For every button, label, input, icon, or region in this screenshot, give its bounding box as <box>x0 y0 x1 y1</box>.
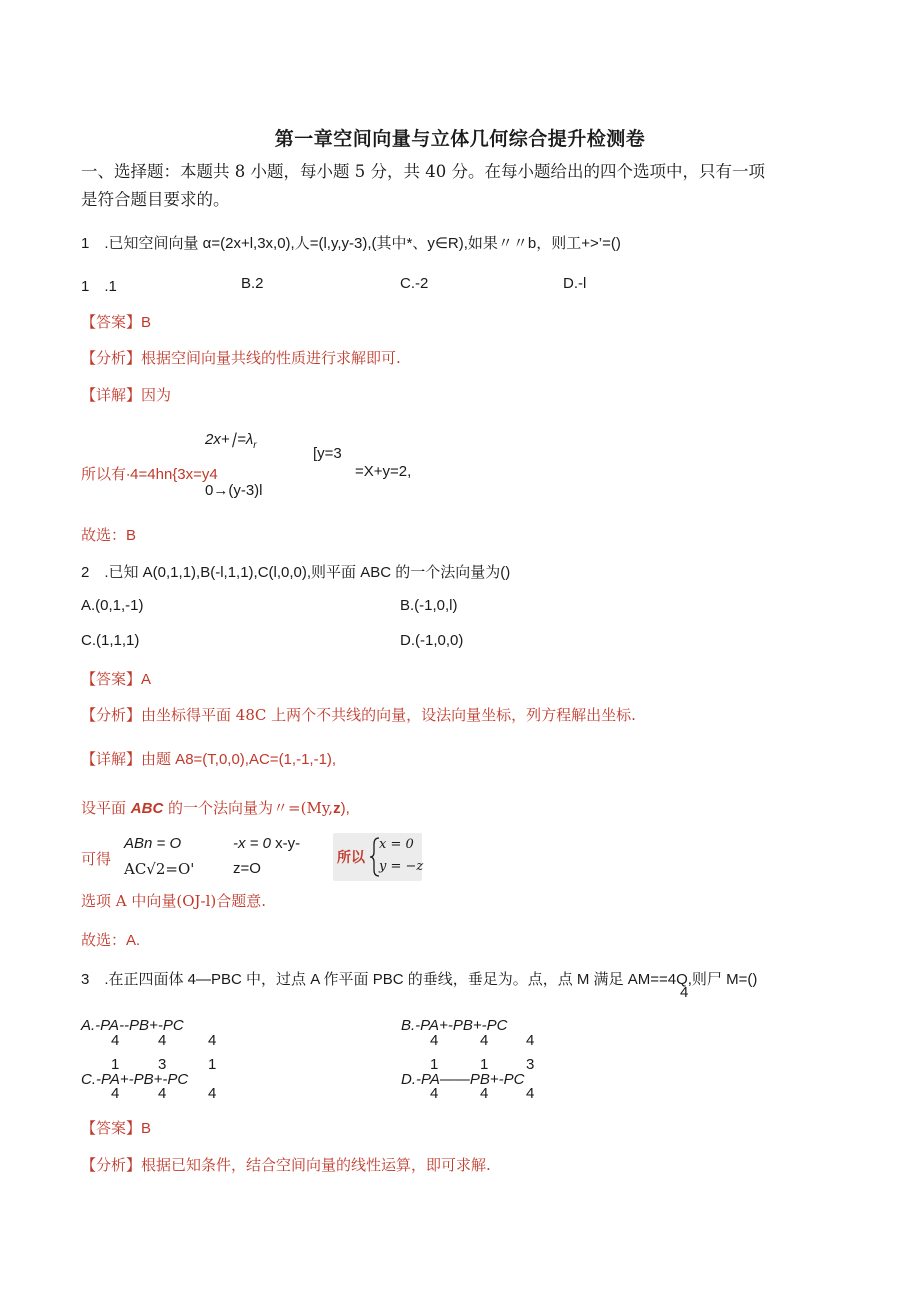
q1-eq-result: =X+y=2, <box>355 463 412 480</box>
q3-option-c-den1: 4 <box>111 1085 120 1102</box>
q1-analysis-tag: 【分析】 <box>81 349 142 367</box>
q3-option-d-den3: 4 <box>526 1085 535 1102</box>
q3-stem-sub: 4 <box>680 984 689 1001</box>
q2-eq3b: x-y- <box>270 835 301 852</box>
q2-eq3 <box>233 835 300 852</box>
q2-eq1: ABn = O <box>124 835 182 852</box>
q2-eq2: AC√2=O' <box>124 860 195 878</box>
q2-option-note: 选项 A 中向量(OJ-l)合题意. <box>81 892 267 910</box>
q2-set-normal <box>81 797 350 818</box>
q3-option-c-num2: 3 <box>158 1056 167 1073</box>
q1-analysis-text: 根据空间向量共线的性质进行求解即可. <box>141 349 401 367</box>
q3-option-b-den3: 4 <box>526 1032 535 1049</box>
q1-stem: 1 .已知空间向量 α=(2x+l,3x,0),人=(l,y,y-3),(其中*、y∈R),如果〃〃b，则工+>’=() <box>81 235 621 252</box>
q2-eq3a: -x = 0 <box>233 835 271 852</box>
q2-set-abc: ABC <box>130 800 164 817</box>
q1-detail <box>81 384 171 405</box>
q2-conclusion-value: A. <box>126 932 141 949</box>
q3-option-c-den2: 4 <box>158 1085 167 1102</box>
q1-option-a: 1 .1 <box>81 278 117 295</box>
q2-sys-line2: y = −z <box>379 859 424 874</box>
q2-conclusion-tag: 故选： <box>81 931 127 949</box>
q1-answer <box>81 311 151 332</box>
q3-option-b-den2: 4 <box>480 1032 489 1049</box>
q1-option-b: B.2 <box>241 275 264 292</box>
section-heading-line2: 是符合题目要求的。 <box>81 190 230 209</box>
q3-option-c-den3: 4 <box>208 1085 217 1102</box>
q3-option-d-den1: 4 <box>430 1085 439 1102</box>
q2-answer-value: A <box>141 671 152 688</box>
q3-option-d-num2: 1 <box>480 1056 489 1073</box>
q2-detail <box>81 748 336 769</box>
q2-eq4: z=O <box>233 860 261 877</box>
q2-option-c: C.(1,1,1) <box>81 632 140 649</box>
q1-detail-text: 因为 <box>141 386 172 404</box>
q2-set-suffix: 的一个法向量为〃=(My, <box>163 799 334 817</box>
q1-eq-top <box>205 430 257 451</box>
q2-analysis <box>81 704 636 725</box>
q1-analysis <box>81 347 401 368</box>
section-heading-line1: 一、选择题：本题共 8 小题，每小题 5 分，共 40 分。在每小题给出的四个选项中，只有一项 <box>81 162 765 181</box>
page-title: 第一章空间向量与立体几何综合提升检测卷 <box>274 128 646 150</box>
q2-sys-label: 所以 <box>337 850 365 866</box>
q3-option-a-den3: 4 <box>208 1032 217 1049</box>
q1-answer-value: B <box>141 314 152 331</box>
q2-set-end: ), <box>340 800 350 817</box>
q1-detail-tag: 【详解】 <box>81 386 142 404</box>
q3-option-a-den2: 4 <box>158 1032 167 1049</box>
q3-option-d-den2: 4 <box>480 1085 489 1102</box>
q2-analysis-tag: 【分析】 <box>81 706 142 724</box>
q2-kede: 可得 <box>81 850 112 868</box>
q3-option-c-num3: 1 <box>208 1056 217 1073</box>
q3-option-a-den1: 4 <box>111 1032 120 1049</box>
q1-eq-y: [y=3 <box>313 445 342 462</box>
q2-set-prefix: 设平面 <box>81 799 131 817</box>
q2-set-z: z <box>333 800 341 817</box>
q3-option-d: D.-PA——PB+-PC <box>401 1071 525 1088</box>
q3-option-b-den1: 4 <box>430 1032 439 1049</box>
q3-answer-value: B <box>141 1120 152 1137</box>
q1-eq-top-sub: r <box>253 440 257 451</box>
q2-option-b: B.(-1,0,l) <box>400 597 458 614</box>
q1-eq-top-text: 2x+∣=λ <box>205 431 254 448</box>
q1-option-d: D.-l <box>563 275 587 292</box>
q1-eq-mid: 所以有∙4=4hn{3x=y4 <box>81 466 218 483</box>
q2-sys-line1: x = 0 <box>379 837 414 852</box>
q1-conclusion <box>81 524 136 545</box>
q2-detail-text: 由题 A8=(T,0,0),AC=(1,-1,-1), <box>141 751 337 768</box>
q3-answer-tag: 【答案】 <box>81 1119 142 1137</box>
q3-analysis-tag: 【分析】 <box>81 1156 142 1174</box>
q3-option-d-num3: 3 <box>526 1056 535 1073</box>
q1-conclusion-value: B <box>126 527 137 544</box>
q2-stem: 2 .已知 A(0,1,1),B(-l,1,1),C(l,0,0),则平面 ABC 的一个法向量为() <box>81 564 511 581</box>
q1-conclusion-tag: 故选： <box>81 526 127 544</box>
q3-option-b: B.-PA+-PB+-PC <box>401 1017 508 1034</box>
q3-analysis <box>81 1154 491 1175</box>
q2-option-d: D.(-1,0,0) <box>400 632 464 649</box>
q3-option-c: C.-PA+-PB+-PC <box>81 1071 189 1088</box>
q3-option-c-num1: 1 <box>111 1056 120 1073</box>
q3-option-a: A.-PA--PB+-PC <box>81 1017 184 1034</box>
q2-equation-system-image <box>333 833 422 881</box>
q2-option-a: A.(0,1,-1) <box>81 597 144 614</box>
q1-answer-tag: 【答案】 <box>81 313 142 331</box>
q2-answer <box>81 668 151 689</box>
q2-detail-tag: 【详解】 <box>81 750 142 768</box>
q3-answer <box>81 1117 151 1138</box>
q3-stem: 3 .在正四面体 4—PBC 中，过点 A 作平面 PBC 的垂线，垂足为。点，点 M 满足 AM==4Q,则尸 M=() <box>81 971 758 988</box>
q3-analysis-text: 根据已知条件，结合空间向量的线性运算，即可求解. <box>141 1156 491 1174</box>
q1-option-c: C.-2 <box>400 275 429 292</box>
q2-answer-tag: 【答案】 <box>81 670 142 688</box>
q1-eq-bottom: 0→(y-3)l <box>205 482 263 499</box>
q2-analysis-text: 由坐标得平面 48C 上两个不共线的向量，设法向量坐标，列方程解出坐标. <box>141 706 636 724</box>
q2-conclusion <box>81 929 140 950</box>
q3-option-d-num1: 1 <box>430 1056 439 1073</box>
